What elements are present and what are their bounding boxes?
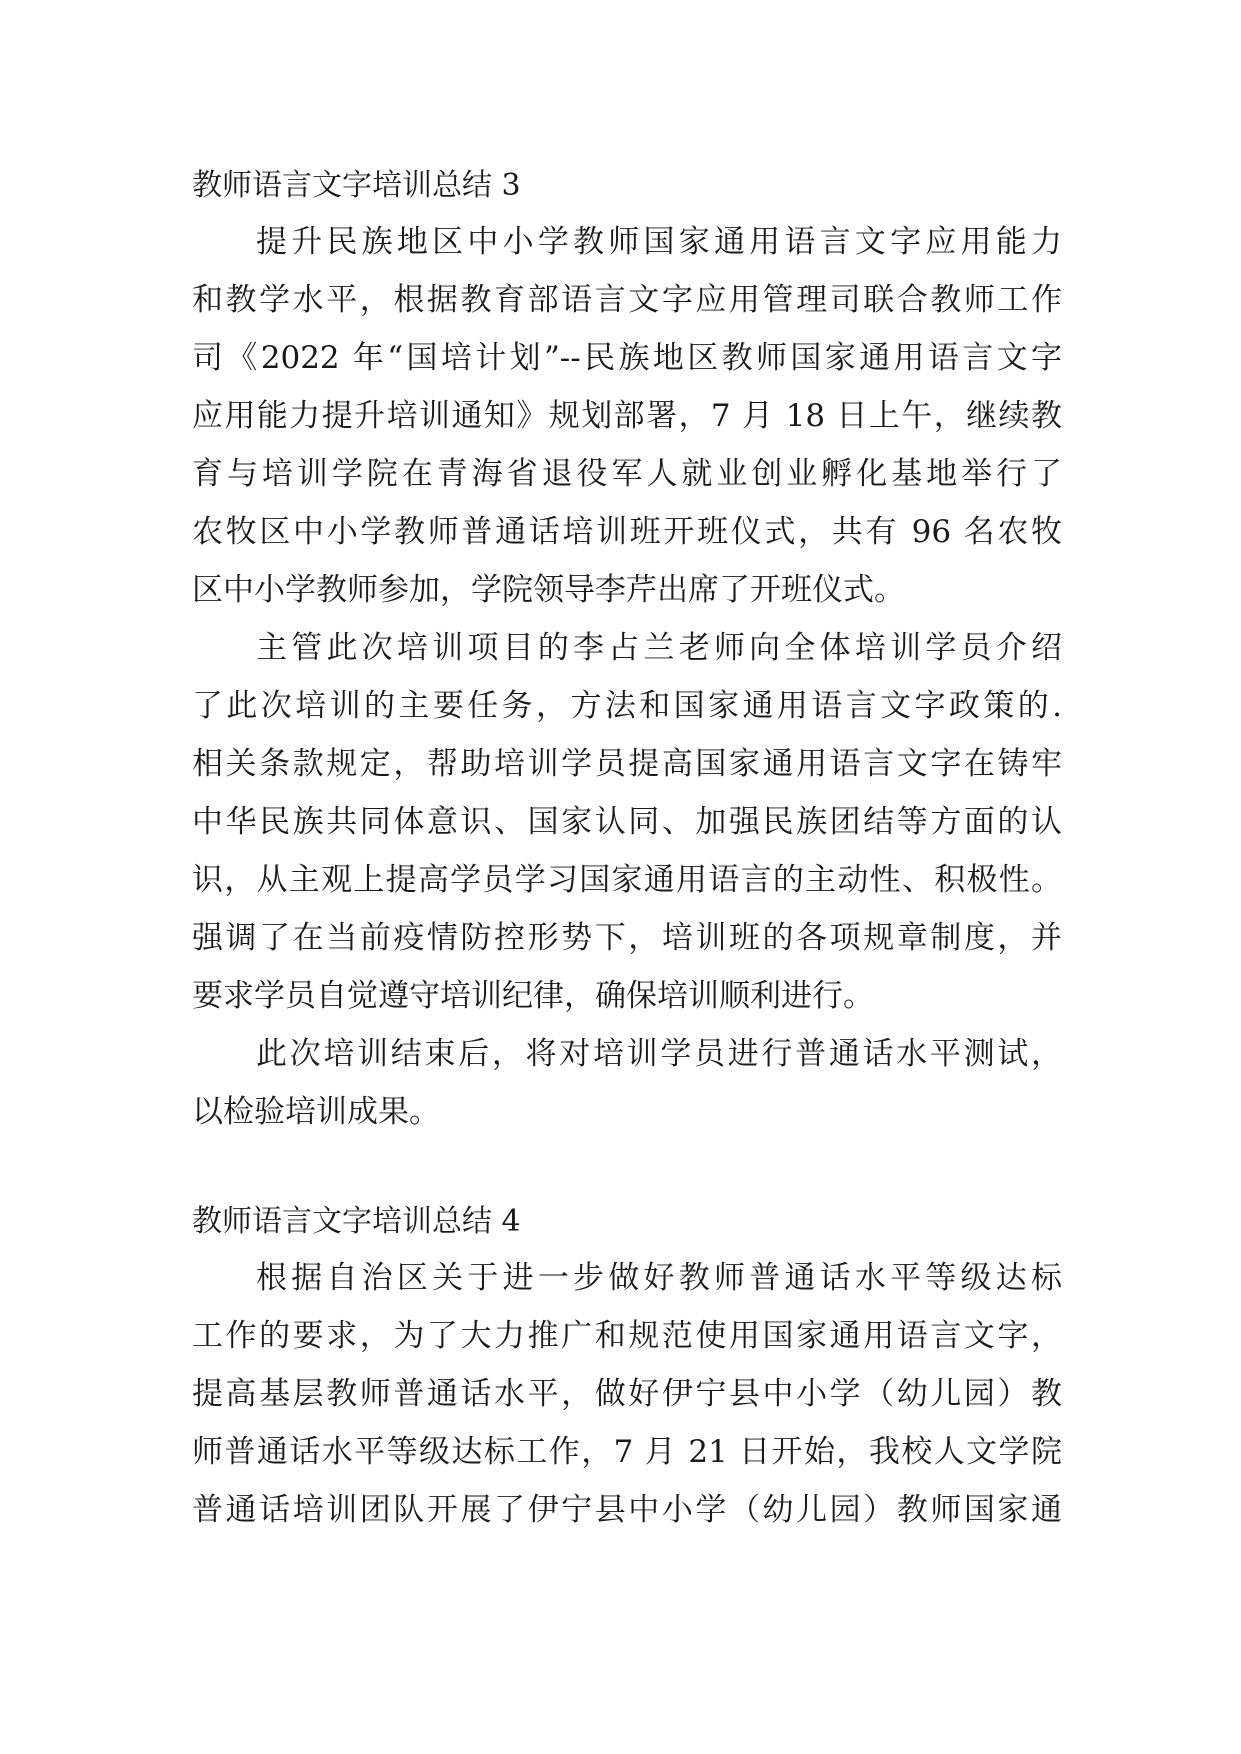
paragraph-line: 识，从主观上提高学员学习国家通用语言的主动性、积极性。: [192, 862, 1062, 898]
section-title: 教师语言文字培训总结 4: [192, 1204, 521, 1239]
paragraph-line: 工作的要求，为了大力推广和规范使用国家通用语言文字，: [192, 1318, 1062, 1354]
paragraph-line: 农牧区中小学教师普通话培训班开班仪式，共有 96 名农牧: [192, 514, 1062, 550]
paragraph-line: 主管此次培训项目的李占兰老师向全体培训学员介绍: [256, 630, 1062, 666]
paragraph-line: 普通话培训团队开展了伊宁县中小学（幼儿园）教师国家通: [192, 1492, 1062, 1528]
paragraph-line: 育与培训学院在青海省退役军人就业创业孵化基地举行了: [192, 456, 1062, 492]
paragraph-line: 以检验培训成果。: [192, 1094, 440, 1130]
paragraph-line: 应用能力提升培训通知》规划部署，7 月 18 日上午，继续教: [192, 398, 1062, 434]
paragraph-line: 提高基层教师普通话水平，做好伊宁县中小学（幼儿园）教: [192, 1376, 1062, 1412]
paragraph-line: 提升民族地区中小学教师国家通用语言文字应用能力: [256, 224, 1062, 260]
paragraph-line: 和教学水平，根据教育部语言文字应用管理司联合教师工作: [192, 282, 1062, 318]
paragraph-line: 区中小学教师参加，学院领导李芹出席了开班仪式。: [192, 572, 905, 608]
paragraph-line: 强调了在当前疫情防控形势下，培训班的各项规章制度，并: [192, 920, 1062, 956]
paragraph-line: 司《2022 年“国培计划”--民族地区教师国家通用语言文字: [192, 340, 1062, 376]
section-title: 教师语言文字培训总结 3: [192, 168, 521, 203]
paragraph-line: 相关条款规定，帮助培训学员提高国家通用语言文字在铸牢: [192, 746, 1062, 782]
paragraph-line: 根据自治区关于进一步做好教师普通话水平等级达标: [256, 1260, 1062, 1296]
paragraph-line: 要求学员自觉遵守培训纪律，确保培训顺利进行。: [192, 978, 874, 1014]
paragraph-line: 师普通话水平等级达标工作，7 月 21 日开始，我校人文学院: [192, 1434, 1062, 1470]
paragraph-line: 此次培训结束后，将对培训学员进行普通话水平测试，: [256, 1036, 1062, 1072]
paragraph-line: 中华民族共同体意识、国家认同、加强民族团结等方面的认: [192, 804, 1062, 840]
paragraph-line: 了此次培训的主要任务，方法和国家通用语言文字政策的.: [192, 688, 1062, 724]
